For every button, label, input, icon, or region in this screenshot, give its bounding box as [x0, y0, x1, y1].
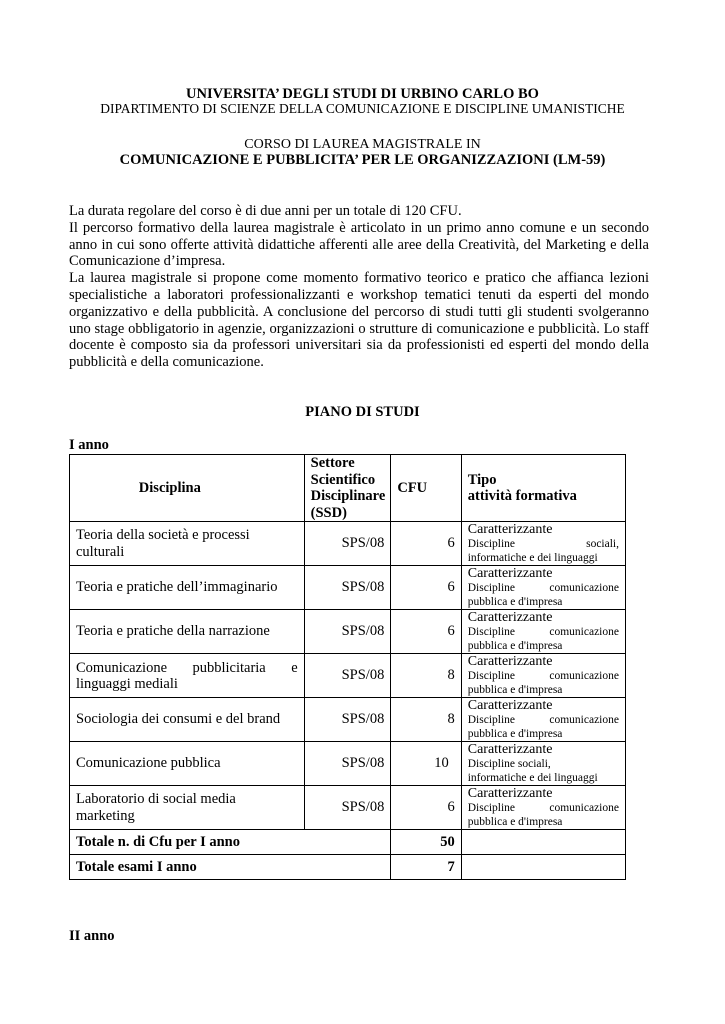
cell-ssd: SPS/08	[304, 522, 391, 566]
tipo-detail: Discipline sociali,	[467, 757, 551, 770]
tipo-label: Caratterizzante	[467, 609, 553, 625]
header-tipo-line: attività formativa	[467, 488, 577, 504]
table-row	[70, 742, 626, 786]
tipo-detail: pubblica e d'impresa	[467, 683, 563, 696]
total-cfu-label: Totale n. di Cfu per I anno	[70, 830, 391, 855]
study-plan-title: PIANO DI STUDI	[305, 404, 420, 420]
cell-tipo	[461, 654, 625, 698]
cell-cfu: 8	[391, 698, 461, 742]
university-title: UNIVERSITA’ DEGLI STUDI DI URBINO CARLO BO	[186, 86, 539, 102]
tipo-label: Caratterizzante	[467, 697, 553, 713]
cell-disciplina: Teoria della società e processi culturali	[70, 522, 305, 566]
cell-disciplina: Teoria e pratiche dell’immaginario	[70, 566, 305, 610]
header-ssd-line: Scientifico	[310, 471, 376, 488]
disciplina-line: Comunicazione pubblicitaria e	[76, 659, 298, 676]
table-row	[70, 610, 626, 654]
cell-cfu: 8	[391, 654, 461, 698]
total-cfu-empty	[461, 830, 625, 855]
cell-ssd: SPS/08	[304, 698, 391, 742]
tipo-detail: Discipline comunicazione	[467, 625, 619, 638]
total-cfu-row	[70, 830, 626, 855]
cell-cfu: 10	[391, 742, 461, 786]
table-row	[70, 566, 626, 610]
tipo-label: Caratterizzante	[467, 785, 553, 801]
intro-text	[69, 203, 649, 371]
table-header-row	[70, 455, 626, 522]
cell-ssd: SPS/08	[304, 566, 391, 610]
course-name: COMUNICAZIONE E PUBBLICITA’ PER LE ORGANIZZAZIONI (LM-59)	[119, 152, 606, 168]
total-exams-row	[70, 855, 626, 880]
cell-cfu: 6	[391, 522, 461, 566]
table-row	[70, 522, 626, 566]
year-2-label: II anno	[69, 928, 115, 944]
header-disciplina: Disciplina	[70, 455, 305, 522]
total-exams-value: 7	[391, 855, 461, 880]
cell-tipo	[461, 566, 625, 610]
total-cfu-value: 50	[391, 830, 461, 855]
cell-disciplina: Laboratorio di social media marketing	[70, 786, 305, 830]
header-ssd-line: Disciplinare	[310, 488, 386, 504]
tipo-label: Caratterizzante	[467, 741, 553, 757]
cell-ssd: SPS/08	[304, 742, 391, 786]
intro-paragraph-3: La laurea magistrale si propone come momento formativo teorico e pratico che affianca lezioni specialistiche a laboratori professionalizzanti e workshop tematici tenuti da esperti del mondo organizzativo e della pubblicità. A conclusione del percorso di studi tutti gli studenti svolgeranno uno stage obbligatorio in agenzie, organizzazioni o strutture di comunicazione e pubblicità. Lo staff docente è composto sia da professori universitari sia da professionisti ed esperti del mondo della pubblicità e della comunicazione.	[69, 270, 649, 371]
cell-tipo	[461, 786, 625, 830]
tipo-label: Caratterizzante	[467, 565, 553, 581]
table-row	[70, 786, 626, 830]
tipo-detail: Discipline comunicazione	[467, 669, 619, 682]
tipo-detail: pubblica e d'impresa	[467, 639, 563, 652]
tipo-label: Caratterizzante	[467, 521, 553, 537]
course-type: CORSO DI LAUREA MAGISTRALE IN	[244, 137, 481, 152]
table-row	[70, 698, 626, 742]
study-plan-table	[69, 454, 626, 880]
disciplina-line: linguaggi mediali	[76, 675, 178, 692]
header-cfu: CFU	[391, 455, 461, 522]
tipo-detail: informatiche e dei linguaggi	[467, 551, 598, 564]
cell-disciplina: Teoria e pratiche della narrazione	[70, 610, 305, 654]
header-ssd-line: (SSD)	[310, 504, 347, 521]
tipo-detail: Discipline comunicazione	[467, 713, 619, 726]
cell-cfu: 6	[391, 566, 461, 610]
cell-tipo	[461, 742, 625, 786]
cell-ssd: SPS/08	[304, 654, 391, 698]
header-ssd	[304, 455, 391, 522]
tipo-detail: pubblica e d'impresa	[467, 815, 563, 828]
department-title: DIPARTIMENTO DI SCIENZE DELLA COMUNICAZIONE E DISCIPLINE UMANISTICHE	[100, 101, 625, 116]
cell-disciplina: Comunicazione pubblica	[70, 742, 305, 786]
tipo-detail: pubblica e d'impresa	[467, 727, 563, 740]
intro-paragraph-2: Il percorso formativo della laurea magistrale è articolato in un primo anno comune e un secondo anno in cui sono offerte attività didattiche afferenti alle aree della Creatività, del Marketing e della Comunicazione d’impresa.	[69, 219, 649, 270]
tipo-detail: Discipline sociali,	[467, 537, 619, 550]
intro-paragraph-1: La durata regolare del corso è di due anni per un totale di 120 CFU.	[69, 203, 462, 219]
tipo-detail: Discipline comunicazione	[467, 581, 619, 594]
header-tipo	[461, 455, 625, 522]
tipo-detail: informatiche e dei linguaggi	[467, 771, 598, 784]
cell-cfu: 6	[391, 610, 461, 654]
total-exams-label: Totale esami I anno	[70, 855, 391, 880]
tipo-detail: Discipline comunicazione	[467, 801, 619, 814]
cell-ssd: SPS/08	[304, 610, 391, 654]
cell-disciplina	[70, 654, 305, 698]
cell-tipo	[461, 698, 625, 742]
total-exams-empty	[461, 855, 625, 880]
year-1-label: I anno	[69, 437, 109, 453]
tipo-detail: pubblica e d'impresa	[467, 595, 563, 608]
cell-cfu: 6	[391, 786, 461, 830]
cell-ssd: SPS/08	[304, 786, 391, 830]
header-tipo-line: Tipo	[467, 471, 497, 488]
cell-disciplina: Sociologia dei consumi e del brand	[70, 698, 305, 742]
header-ssd-line: Settore	[310, 455, 355, 471]
cell-tipo	[461, 610, 625, 654]
cell-tipo	[461, 522, 625, 566]
tipo-label: Caratterizzante	[467, 653, 553, 669]
table-row	[70, 654, 626, 698]
